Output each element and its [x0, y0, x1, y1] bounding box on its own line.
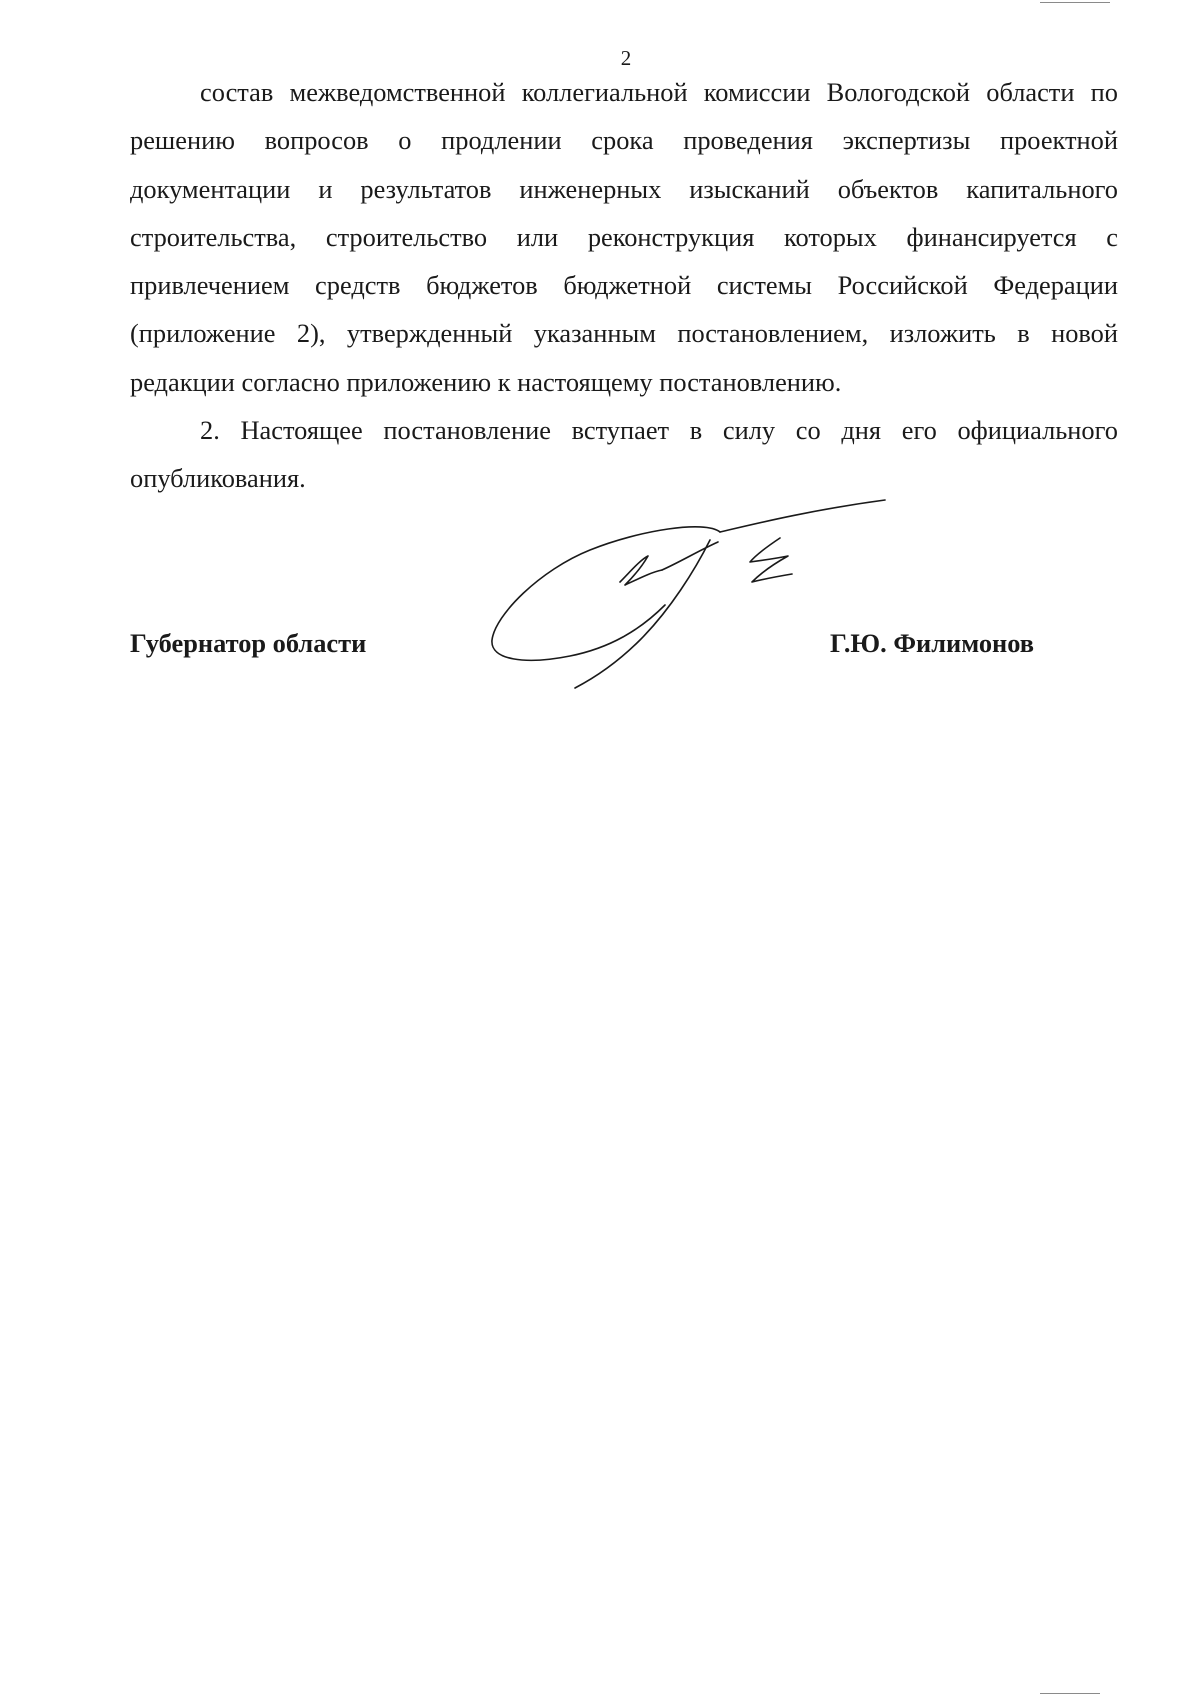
document-body [130, 68, 1118, 503]
signatory-position: Губернатор области [130, 628, 367, 658]
page-number: 2 [620, 46, 632, 70]
signatory-name: Г.Ю. Филимонов [830, 628, 1035, 658]
scan-artifact-bottom [1040, 1693, 1100, 1694]
paragraph-continuation: состав межведомственной коллегиальной комиссии Вологодской области по решению вопросов о продлении срока проведения экспертизы проектной документации и результатов инженерных изысканий объектов капитального строительства, строительство или реконструкция которых финансируется с привлечением средств бюджетов бюджетной системы Российской Федерации (приложение 2), утвержденный указанным постановлением, изложить в новой редакции согласно приложению к настоящему постановлению. [130, 77, 1118, 397]
paragraph-effective-date: 2. Настоящее постановление вступает в силу со дня его официального опубликования. [130, 415, 1118, 494]
scan-artifact-top [1040, 2, 1110, 3]
signature-block [130, 628, 1118, 668]
